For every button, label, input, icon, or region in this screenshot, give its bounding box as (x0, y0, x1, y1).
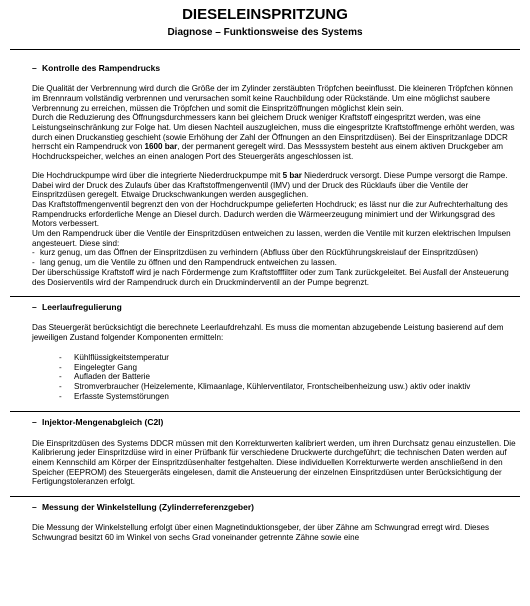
paragraph: Die Qualität der Verbrennung wird durch die Größe der im Zylinder zerstäubten Tröpfchen beeinflusst. Die kleineren Tröpfchen können im Brennraum vollständig verbrennen und verursachen somit keine Rauchbildung oder Rückstände. Um eine möglichst saubere Verbrennung zu erreichen, müssen die Tröpfchen und somit die Einspritzöffnungen möglichst klein sein. (32, 84, 513, 113)
paragraph-text: Die Hochdruckpumpe wird über die integrierte Niederdruckpumpe mit (32, 170, 283, 180)
paragraph-text: Niederdruck versorgt. Diese Pumpe versorgt die Rampe. Dabei wird der Druck des Zulaufs über das Kraftstoffmengenventil (IMV) und der Druck des Rücklaufs über die Ventile der Einspritzdüsen geregelt. Etwaige Druckschwankungen werden ausgeglichen. (32, 170, 508, 200)
list-item-text: Stromverbraucher (Heizelemente, Klimaanlage, Kühlerventilator, Frontscheibenheizung usw.) aktiv oder inaktiv (74, 381, 471, 391)
pressure-value: 5 bar (282, 170, 302, 180)
list-item (32, 258, 518, 268)
paragraph: Um den Rampendruck über die Ventile der Einspritzdüsen entweichen zu lassen, werden die Ventile mit kurzen elektrischen Impulsen angesteuert. Diese sind: (32, 229, 511, 248)
list-item-text: kurz genug, um das Öffnen der Einspritzdüsen zu verhindern (Abfluss über den Rückführungskreislauf der Einspritzdüsen) (40, 248, 479, 258)
list-dash: - (59, 362, 62, 372)
list-item-text: Eingelegter Gang (74, 362, 137, 372)
section-heading-rampendruck (32, 63, 518, 73)
section-heading-winkel (32, 502, 518, 512)
list-item-text: Erfasste Systemstörungen (74, 391, 169, 401)
component-list (32, 353, 518, 402)
list-dash: - (32, 258, 35, 268)
document-body (32, 63, 518, 552)
paragraph: Die Messung der Winkelstellung erfolgt über einen Magnetinduktionsgeber, der über Zähne am Schwungrad erregt wird. Dieses Schwungrad besitzt 60 im Winkel von sechs Grad voneinander getrennte Zähne sowie eine (32, 523, 490, 542)
paragraph: Die Einspritzdüsen des Systems DDCR müssen mit den Korrekturwerten kalibriert werden, um ihren Durchsatz genau einzustellen. Die Kalibrierung jeder Einspritzdüse wird in einer Prüfbank für verschiedene Druckwerte durchgeführt; die technischen Daten werden auf einem Kennschild am Körper der Einspritzdüsenhalter festgehalten. Diese individuellen Korrekturwerte werden anschließend in den Speicher (EEPROM) des Steuergeräts eingelesen, damit die Ansteuerung der einzelnen Einspritzdüsen unter Berücksichtigung der Fertigungstoleranzen erfolgt. (32, 438, 516, 487)
heading-dash: – (32, 417, 37, 428)
section-title: Messung der Winkelstellung (Zylinderreferenzgeber) (42, 502, 254, 513)
document-subtitle: Diagnose – Funktionsweise des Systems (167, 27, 363, 38)
list-dash: - (59, 372, 62, 382)
section-divider (10, 496, 520, 497)
list-item (59, 363, 518, 373)
section-heading-injektor (32, 417, 518, 427)
list-item (32, 248, 518, 258)
list-item-text: Kühlflüssigkeitstemperatur (74, 352, 169, 362)
list-item (59, 392, 518, 402)
heading-dash: – (32, 63, 37, 73)
list-item-text: lang genug, um die Ventile zu öffnen und den Rampendruck entweichen zu lassen. (40, 258, 337, 268)
list-dash: - (59, 391, 62, 401)
paragraph-text: Durch die Reduzierung des Öffnungsdurchmessers kann bei gleichem Druck weniger Kraftstoff eingespritzt werden, was eine Leistungseinschränkung zur Folge hat. Um diesen Nachteil auszugleichen, muss die eingespritzte Kraftstoffmenge erhöht werden, was durch einen Druckanstieg geschieht (sowie Erhöhung der Zahl der Öffnungen an den Einspritzdüsen). Bei der Einspritzanlage DDCR herrscht ein Rampendruck von (32, 113, 515, 152)
header-divider (10, 49, 520, 50)
paragraph-text: , der permanent geregelt wird. Das Messsystem besteht aus einem aktiven Druckgeber am Hochdruckspeicher, welches an einen analogen Port des Steuergeräts angeschlossen ist. (32, 142, 504, 162)
rampendruck-block-2 (32, 171, 518, 287)
heading-dash: – (32, 302, 37, 313)
section-heading-leerlauf (32, 302, 518, 312)
list-dash: - (32, 248, 35, 258)
paragraph: Das Kraftstoffmengenventil begrenzt den von der Hochdruckpumpe gelieferten Hochdruck; es lässt nur die zur Aufrechterhaltung des Rampendrucks erforderliche Menge an Diesel durch. Dadurch werden die Wärmeerzeugung minimiert und der Wirkungsgrad des Motors verbessert. (32, 199, 508, 229)
heading-dash: – (32, 502, 37, 513)
list-item (59, 372, 518, 382)
list-dash: - (59, 352, 62, 362)
paragraph: Das Steuergerät berücksichtigt die berechnete Leerlaufdrehzahl. Es muss die momentan abzugebende Leistung basierend auf dem jeweiligen Zustand folgender Komponenten ermitteln: (32, 323, 504, 343)
section-title: Kontrolle des Rampendrucks (42, 63, 161, 73)
list-item-text: Aufladen der Batterie (74, 372, 151, 382)
section-divider (10, 411, 520, 412)
list-dash: - (59, 381, 62, 391)
list-item (59, 382, 518, 392)
paragraph (32, 113, 518, 162)
section-divider (10, 296, 520, 297)
paragraph: Der überschüssige Kraftstoff wird je nach Fördermenge zum Kraftstofffilter oder zum Tank zurückgeleitet. Bei Ausfall der Ansteuerung des Dosierventils wird der Rampendruck durch ein Druckminderventil an der Pumpe begrenzt. (32, 267, 509, 287)
paragraph (32, 171, 518, 200)
document-title: DIESELEINSPRITZUNG (182, 6, 348, 23)
list-item (59, 353, 518, 363)
section-title: Injektor-Mengenabgleich (C2I) (42, 417, 164, 428)
rampendruck-block-1 (32, 84, 518, 162)
pressure-value: 1600 bar (144, 142, 178, 152)
section-title: Leerlaufregulierung (42, 302, 122, 313)
